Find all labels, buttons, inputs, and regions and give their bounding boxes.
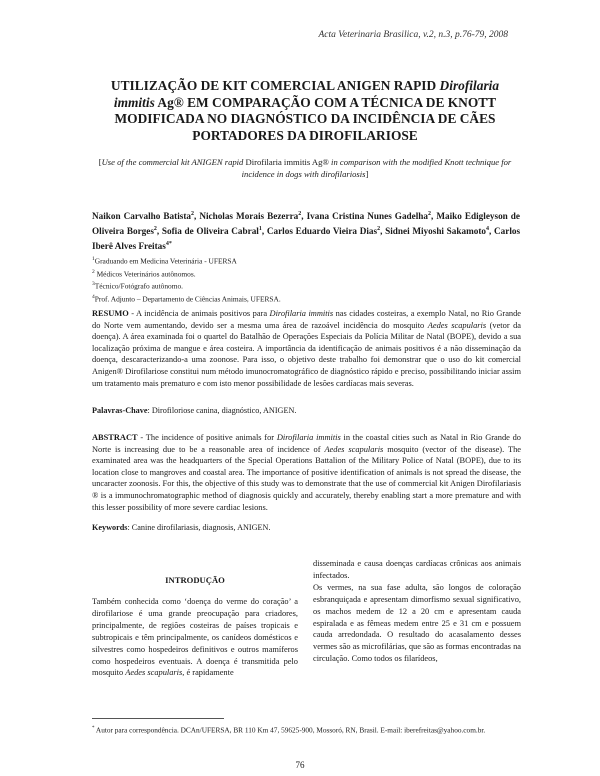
- intro-right-paragraph-1: disseminada e causa doenças cardíacas crônicas aos animais infectados.: [313, 559, 521, 580]
- title-part-2: Ag® EM COMPARAÇÃO COM A TÉCNICA DE KNOTT MODIFICADA NO DIAGNÓSTICO DA INCIDÊNCIA DE CÃES PORTADORES DA DIROFILARIOSE: [114, 94, 497, 143]
- intro-right-column: [313, 558, 521, 665]
- affiliation-item: $^1$Graduando em Medicina Veterinária - UFERSA: [92, 256, 237, 266]
- resumo-paragraph: RESUMO - A incidência de animais positivos para Dirofilaria immitis nas cidades costeiras, a exemplo Natal, no Rio Grande do Norte vem aumentando, devido ser a mesma uma área de razoável incidência do mosquito Aedes scapularis (vetor da doença). A área examinada foi o quartel do Batalhão de Operações Especiais da Polícia Militar de Natal (BOPE), devido a sua localização próxima de mangue e área costeira. A importância da identificação de animais positivos é a não disseminação da doença, descaracterizando-a uma zoonose. Para isso, o objetivo deste trabalho foi demonstrar que o uso do kit comercial Anigen® Dirofilariose constitui num método imunocromatográfico de diagnóstico rápido e preciso, possibilitando iniciar assim um tratamento mais prematuro e com isto menor possibilidade de lesões cardíacas mais severas.: [92, 309, 521, 388]
- author: Naikon Carvalho Batista$^2$,: [92, 211, 200, 222]
- author: Maiko Edigleyson de Oliveira Borges$^2$,: [92, 211, 520, 237]
- affiliation-item: $^3$Técnico/Fotógrafo autônomo.: [92, 281, 184, 291]
- resumo-label: RESUMO: [92, 309, 129, 318]
- keywords: Keywords: Canine dirofilariasis, diagnosis, ANIGEN.: [92, 523, 271, 532]
- subtitle-species: Dirofilaria immitis Ag®: [245, 157, 329, 167]
- intro-right-paragraph-2: Os vermes, na sua fase adulta, são longos de coloração esbranquiçada e apresentam dimorfismo sexual significativo, os machos medem de 12 a 20 cm e apresentam cauda espiralada e as fêmeas medem entre 25 e 31 cm e possuem cauda arredondada. O resultado do acasalamento desses vermes são as microfilárias, que são as formas encontradas na circulação. Como todos os filarídeos,: [313, 582, 521, 664]
- abstract-label: ABSTRACT: [92, 433, 138, 442]
- keywords-label: Keywords: [92, 523, 128, 532]
- author: Nicholas Morais Bezerra$^2$,: [199, 211, 307, 222]
- subtitle-part-1: Use of the commercial kit ANIGEN rapid: [101, 157, 246, 167]
- intro-left-column: Também conhecida como ‘doença do verme do coração’ a dirofilariose é uma grande preocupação para criadores, principalmente, de regiões costeiras de países tropicais e subtropicais e têm principalmente, os canídeos domésticos e silvestres como hospedeiros definitivos e outros mamíferos como hospedeiros eventuais. A doença é transmitida pelo mosquito Aedes scapularis, é rapidamente: [92, 597, 298, 678]
- author-list: [92, 208, 520, 253]
- affiliation-item: $^4$Prof. Adjunto – Departamento de Ciências Animais, UFERSA.: [92, 294, 281, 304]
- affiliation-list: [92, 254, 522, 305]
- english-subtitle: [95, 156, 515, 180]
- abstract-paragraph: ABSTRACT - The incidence of positive animals for Dirofilaria immitis in the coastal cities such as Natal in Rio Grande do Norte is increasing due to be a reasonable area of incidence of Aedes scapularis mosquito (vector of the disease). The examinated area was the headquarters of the Special Operations Battalion of the Military Police of Natal (BOPE), due to its location close to mangroves and coastal area. The importance of positive identification of animals is not spread the disease, the uncaracter zoonosis. For this, the objective of this study was to demonstrate that the use of commercial kit Anigen Dirofilariasis ® is a immunochromatographic method of diagnosis quickly and accurately, thereby enabling start a more premature and with this lesser possibility of more severe cardiac lesions.: [92, 433, 521, 512]
- author: Carlos Iberê Alves Freitas$^{4*}$: [92, 226, 521, 252]
- author: Sidnei Miyoshi Sakamoto$^4$,: [385, 226, 495, 237]
- footnote-divider: [92, 718, 224, 719]
- page-number: 76: [295, 760, 305, 770]
- author: Sofia de Oliveira Cabral$^1$,: [161, 226, 267, 237]
- introducao-heading: INTRODUÇÃO: [165, 575, 225, 585]
- subtitle-bracket-open: [: [98, 157, 102, 167]
- palavras-chave: Palavras-Chave: Dirofiloriose canina, diagnóstico, ANIGEN.: [92, 406, 297, 415]
- palavras-chave-label: Palavras-Chave: [92, 406, 148, 415]
- journal-header: Acta Veterinaria Brasilica, v.2, n.3, p.76-79, 2008: [318, 30, 508, 40]
- correspondence-footnote: * Autor para correspondência. DCAn/UFERSA, BR 110 Km 47, 59625-900, Mossoró, RN, Brasil. E-mail: iberefreitas@yahoo.com.br.: [92, 725, 486, 735]
- subtitle-bracket-close: ]: [365, 169, 369, 179]
- author: Ivana Cristina Nunes Gadelha$^2$,: [306, 211, 437, 222]
- affiliation-item: $^2$ Médicos Veterinários autônomos.: [92, 268, 196, 279]
- title-species: Dirofilaria immitis: [113, 78, 500, 110]
- title-part-1: UTILIZAÇÃO DE KIT COMERCIAL ANIGEN RAPID: [110, 78, 440, 93]
- subtitle-part-2: in comparison with the modified Knott technique for incidence in dogs with dirofilariosis: [241, 157, 512, 179]
- article-title: [90, 78, 520, 144]
- author: Carlos Eduardo Vieira Dias$^2$,: [266, 226, 386, 237]
